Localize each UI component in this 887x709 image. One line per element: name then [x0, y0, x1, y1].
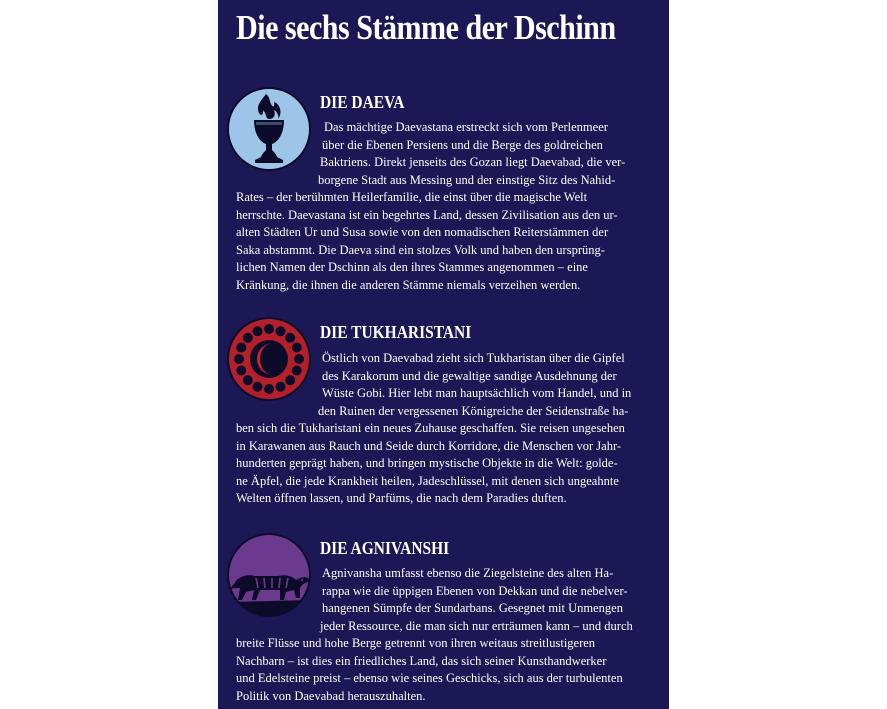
- body-line: Welten öffnen lassen, und Parfüms, die nach dem Paradies duften.: [236, 491, 567, 505]
- body-line: den Ruinen der vergessenen Königreiche der Seidenstraße ha-: [318, 403, 629, 418]
- body-line: Saka abstammt. Die Daeva sind ein stolzes Volk und haben den ursprüng-: [236, 242, 605, 257]
- body-line: und Edelsteine preist – ebenso wie seines Geschicks, sich aus der turbulenten: [236, 671, 623, 685]
- section-heading-agnivanshi: DIE AGNIVANSHI: [320, 538, 450, 558]
- body-line: hangenen Sümpfe der Sundarbans. Gesegnet mit Unmengen: [322, 601, 623, 615]
- flaming-goblet-icon: [226, 86, 312, 172]
- body-line: Östlich von Daevabad zieht sich Tukharistan über die Gipfel: [322, 351, 625, 365]
- body-line: ben sich die Tukharistani ein neues Zuhause geschaffen. Sie reisen ungesehen: [236, 421, 625, 435]
- section-heading-tukharistani: DIE TUKHARISTANI: [320, 322, 472, 342]
- book-page: [218, 0, 669, 709]
- body-line: Agnivansha umfasst ebenso die Ziegelsteine des alten Ha-: [322, 566, 614, 580]
- body-line: breite Flüsse und hohe Berge getrennt von ihren weitaus streitlustigeren: [236, 636, 596, 650]
- page-title: Die sechs Stämme der Dschinn: [236, 8, 616, 47]
- body-line: alten Städten Ur und Susa sowie von den nomadischen Reiterstämmen der: [236, 225, 609, 239]
- body-line: Wüste Gobi. Hier lebt man hauptsächlich vom Handel, und in: [322, 386, 632, 400]
- body-line: herrschte. Daevastana ist ein begehrtes Land, dessen Zivilisation aus den ur-: [236, 207, 618, 222]
- body-line: Rates – der berühmten Heilerfamilie, die einst über die magische Welt: [236, 190, 588, 204]
- body-line: in Karawanen aus Rauch und Seide durch Korridore, die Menschen vor Jahr-: [236, 438, 622, 453]
- body-line: hunderten geprägt haben, und bringen mystische Objekte in die Welt: golde-: [236, 456, 618, 470]
- body-line: ne Äpfel, die jede Krankheit heilen, Jadeschlüssel, mit denen sich ungeahnte: [236, 473, 619, 488]
- body-line: Nachbarn – ist dies ein friedliches Land, das sich seiner Kunsthandwerker: [236, 653, 607, 668]
- body-line: lichen Namen der Dschinn als den ihres Stammes angenommen – eine: [236, 260, 588, 274]
- body-line: jeder Ressource, die man sich nur erträumen kann – und durch: [320, 618, 633, 633]
- body-line: des Karakorum und die gewaltige sandige Ausdehnung der: [322, 368, 617, 383]
- body-line: borgene Stadt aus Messing und der einstige Sitz des Nahid-: [318, 172, 616, 187]
- crescent-moon-ring-icon: [226, 316, 312, 402]
- section-heading-daeva: DIE DAEVA: [320, 92, 405, 112]
- tiger-icon: [226, 532, 312, 618]
- body-line: Baktriens. Direkt jenseits des Gozan liegt Daevabad, die ver-: [320, 155, 626, 169]
- body-line: Kränkung, die ihnen die anderen Stämme niemals verzeihen werden.: [236, 277, 581, 292]
- body-line: Politik von Daevabad herauszuhalten.: [236, 688, 426, 703]
- body-line: Das mächtige Daevastana erstreckt sich vom Perlenmeer: [324, 120, 608, 134]
- body-line: rappa wie die üppigen Ebenen von Dekkan und die nebelver-: [322, 583, 628, 598]
- body-line: über die Ebenen Persiens und die Berge des goldreichen: [322, 137, 603, 152]
